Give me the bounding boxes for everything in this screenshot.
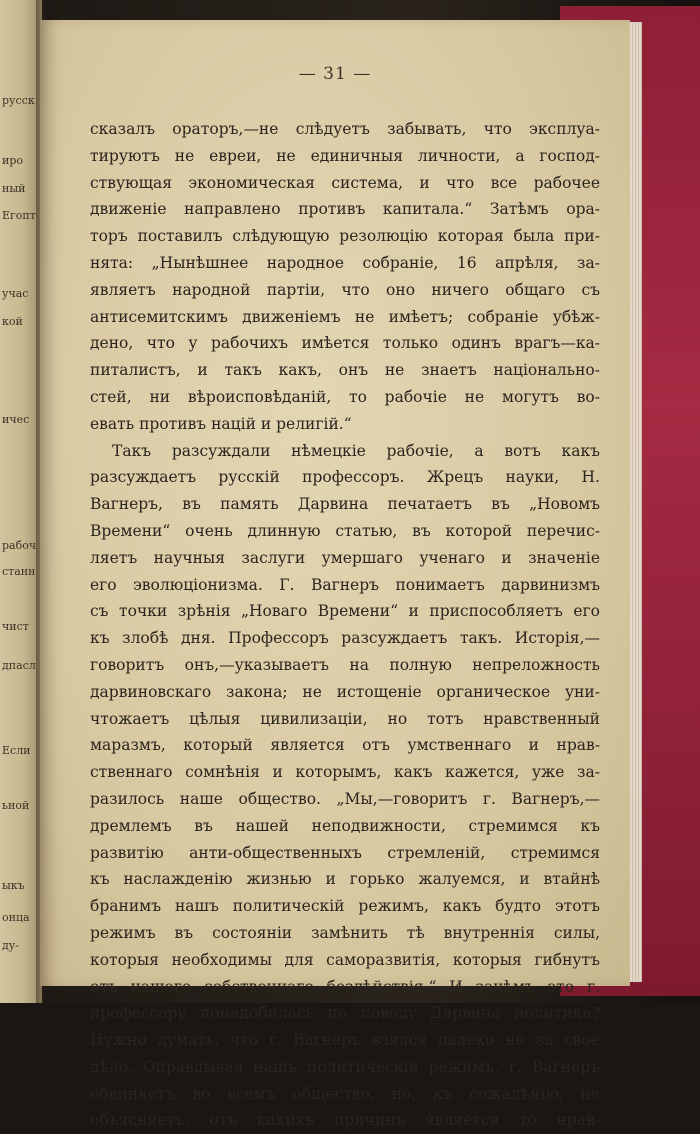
text-line: Времени“ очень длинную статью, въ которой перечис- (90, 521, 600, 540)
text-line: антисемитскимъ движеніемъ не имѣетъ; собраніе убѣж- (90, 307, 600, 326)
page-number: — 31 — (298, 64, 372, 84)
left-fragment: ный (2, 182, 26, 195)
left-fragment: ыкъ (2, 879, 25, 892)
left-fragment: ду- (2, 939, 19, 952)
text-line: съ точки зрѣнія „Новаго Времени“ и приспособляетъ его (90, 602, 600, 621)
text-line: Вагнеръ, въ память Дарвина печатаетъ въ „Новомъ (90, 495, 600, 514)
text-line: торъ поставилъ слѣдующую резолюцію которая была при- (90, 227, 600, 246)
text-line: дѣло. Оправдывая нашъ политическій режимъ, г. Вагнеръ (90, 1057, 600, 1076)
left-fragment: русск (2, 94, 35, 107)
text-line: къ наслажденію жизнью и горько жалуемся, и втайнѣ (90, 870, 600, 889)
left-fragment: ьной (2, 799, 30, 812)
text-line: ствующая экономическая система, и что все рабочее (90, 173, 600, 192)
book-page (40, 20, 630, 1130)
text-line: нята: „Нынѣшнее народное собраніе, 16 апрѣля, за- (90, 253, 600, 272)
text-line: отъ нашего собственнаго бездѣйствія.“ И зачѣмъ это г. (90, 977, 600, 996)
text-line: дремлемъ въ нашей неподвижности, стремимся къ (90, 816, 600, 835)
text-line: которыя необходимы для саморазвитія, которыя гибнутъ (90, 950, 600, 969)
left-fragment: кой (2, 315, 23, 328)
text-line: маразмъ, который является отъ умственнаго и нрав- (90, 736, 600, 755)
text-line: обвиняетъ во всемъ общество, но, къ сожалѣнію, не (90, 1084, 600, 1103)
left-fragment: чист (2, 620, 29, 633)
text-line: бранимъ нашъ политическій режимъ, какъ будто этотъ (90, 897, 600, 916)
text-line: стей, ни вѣроисповѣданій, то рабочіе не могутъ во- (90, 387, 600, 406)
text-line: чтожаетъ цѣлыя цивилизаціи, но тотъ нравственный (90, 709, 600, 728)
left-fragment: рабоч (2, 539, 37, 552)
text-line: Нужно думать, что г. Вагнеръ взялся далеко не за свое (90, 1031, 600, 1050)
left-fragment: ичес (2, 413, 30, 426)
left-fragment: иро (2, 154, 23, 167)
text-line: дарвиновскаго закона; не истощеніе органическое уни- (90, 682, 600, 701)
text-line: ственнаго сомнѣнія и которымъ, какъ кажется, уже за- (90, 763, 600, 782)
left-fragment: Егопт (2, 209, 36, 222)
text-line: объясняетъ, отъ какихъ причинъ является то нрав- (90, 1111, 600, 1130)
left-fragment: онца (2, 911, 30, 924)
text-line: режимъ въ состояніи замѣнить тѣ внутреннія силы, (90, 923, 600, 942)
text-line: говоритъ онъ,—указываетъ на полную непреложность (90, 655, 600, 674)
text-line: питалистъ, и такъ какъ, онъ не знаетъ національно- (90, 361, 600, 380)
text-line: его эволюціонизма. Г. Вагнеръ понимаетъ дарвинизмъ (90, 575, 600, 594)
text-line: разсуждаетъ русскій профессоръ. Жрецъ науки, Н. (90, 468, 600, 487)
left-fragment: учас (2, 287, 29, 300)
text-line: сказалъ ораторъ,—не слѣдуетъ забывать, что эксплуа- (90, 120, 600, 138)
text-line: разилось наше общество. „Мы,—говоритъ г. Вагнеръ,— (90, 789, 600, 808)
text-line: ляетъ научныя заслуги умершаго ученаго и значеніе (90, 548, 600, 567)
text-line: Такъ разсуждали нѣмецкіе рабочіе, а вотъ какъ (112, 441, 600, 460)
text-line: профессору понадобилась по поводу Дарвина политика? (90, 1004, 600, 1023)
text-line: развитію анти-общественныхъ стремленій, стремимся (90, 843, 600, 862)
text-line: являетъ народной партіи, что оно ничего общаго съ (90, 280, 600, 299)
page-body-text (90, 116, 600, 1134)
text-line: движеніе направлено противъ капитала.“ Затѣмъ орa- (90, 200, 600, 219)
text-line: тируютъ не евреи, не единичныя личности, а господ- (90, 146, 600, 165)
text-line: евать противъ націй и религій.“ (90, 414, 352, 433)
text-line: къ злобѣ дня. Профессоръ разсуждаетъ такъ. Исторія,— (90, 629, 600, 648)
text-line: дено, что у рабочихъ имѣется только одинъ врагъ—ка- (90, 334, 600, 353)
left-fragment: станн (2, 565, 36, 578)
left-fragment: дпасл (2, 659, 36, 672)
left-fragment: Если (2, 744, 31, 757)
